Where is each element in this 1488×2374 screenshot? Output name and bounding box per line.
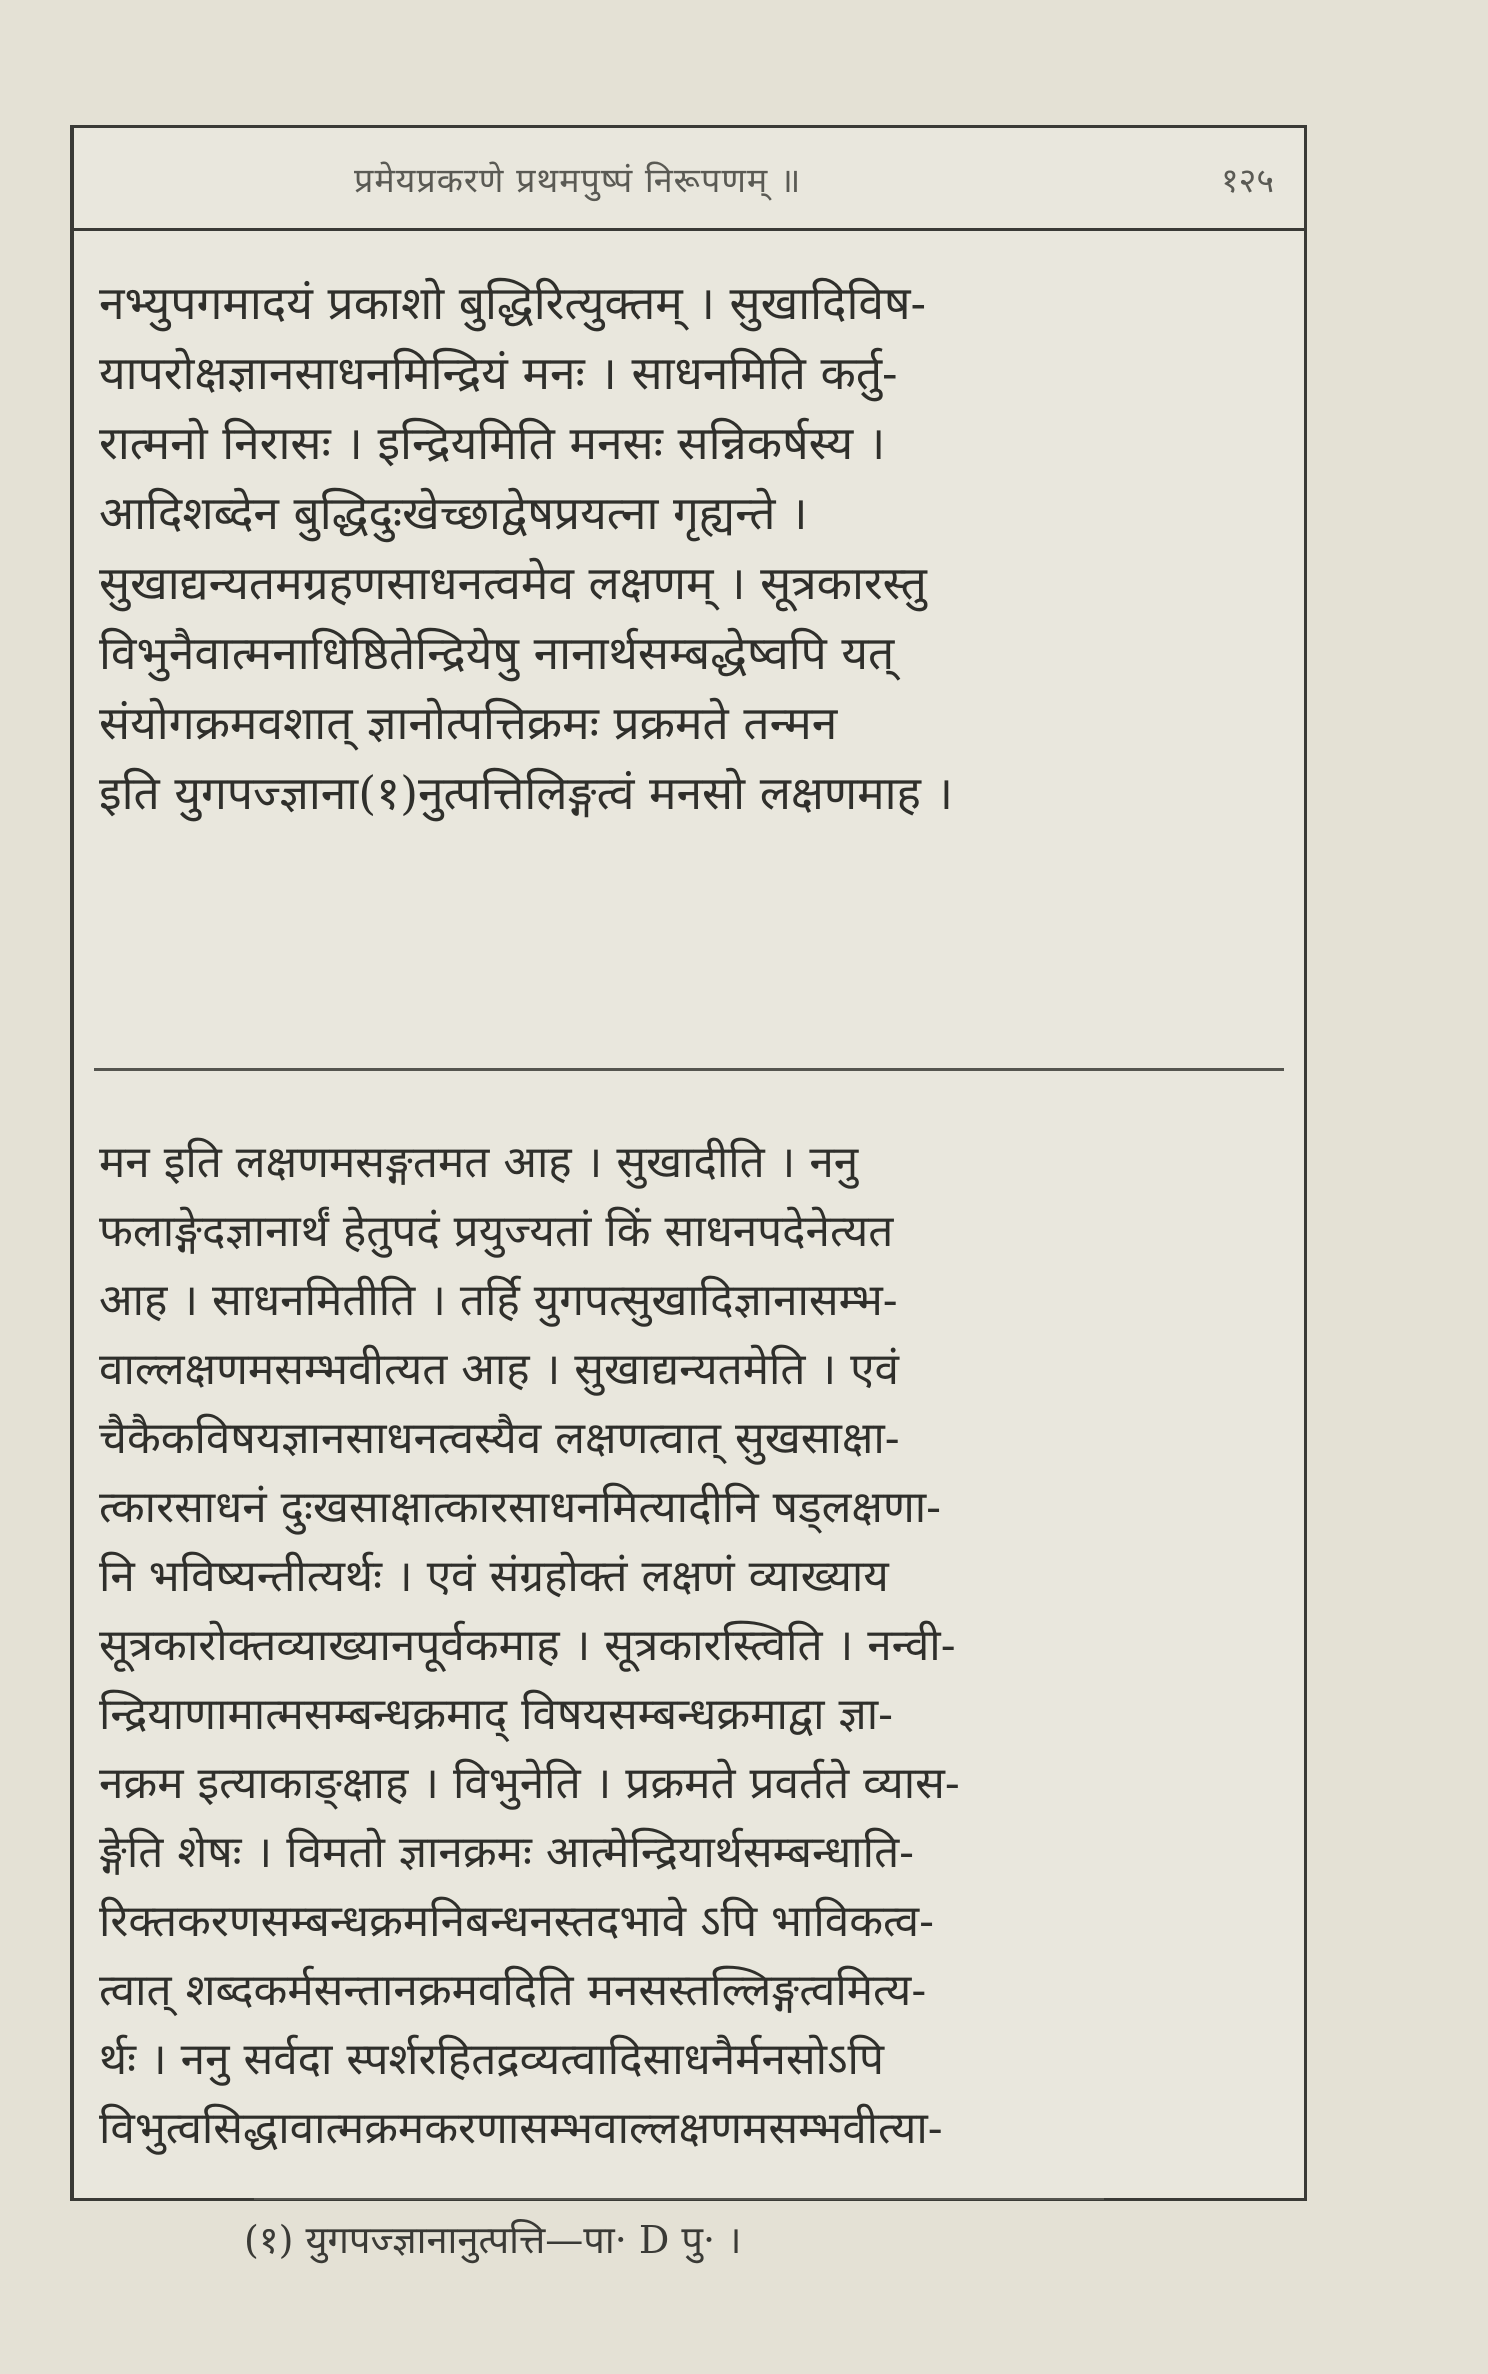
section-divider [94, 1068, 1284, 1071]
mula-line: रात्मनो निरासः । इन्द्रियमिति मनसः सन्निकर्षस्य । [99, 416, 886, 470]
commentary-line: त्वात् शब्दकर्मसन्तानक्रमवदिति मनसस्तल्लिङ्गत्वमित्य- [99, 1965, 927, 2016]
commentary-line: विभुत्वसिद्धावात्मक्रमकरणासम्भवाल्लक्षणमसम्भवीत्या- [99, 2103, 943, 2154]
running-title: प्रमेयप्रकरणे प्रथमपुष्पं निरूपणम् ॥ [354, 161, 802, 201]
commentary-line: रिक्तकरणसम्बन्धक्रमनिबन्धनस्तदभावे ऽपि भाविकत्व- [99, 1896, 935, 1947]
commentary-text [99, 1128, 1284, 2163]
commentary-line: र्थः । ननु सर्वदा स्पर्शरहितद्रव्यत्वादिसाधनैर्मनसोऽपि [99, 2034, 884, 2085]
commentary-line: चैकैकविषयज्ञानसाधनत्वस्यैव लक्षणत्वात् सुखसाक्षा- [99, 1413, 900, 1464]
commentary-line: त्कारसाधनं दुःखसाक्षात्कारसाधनमित्यादीनि षड्लक्षणा- [99, 1482, 942, 1533]
mula-line: आदिशब्देन बुद्धिदुःखेच्छाद्वेषप्रयत्ना गृह्यन्ते । [99, 486, 808, 540]
mula-text [99, 268, 1284, 828]
commentary-line: मन इति लक्षणमसङ्गतमत आह । सुखादीति । ननु [99, 1137, 859, 1188]
commentary-line: नि भविष्यन्तीत्यर्थः । एवं संग्रहोक्तं लक्षणं व्याख्याय [99, 1551, 889, 1602]
page-header [74, 128, 1304, 231]
footnote: (१) युगपज्ज्ञानानुत्पत्ति—पा· D पु· । [244, 2218, 742, 2262]
mula-line: सुखाद्यन्यतमग्रहणसाधनत्वमेव लक्षणम् । सूत्रकारस्तु [99, 556, 927, 610]
footnote-rule [254, 2198, 1104, 2200]
page-number: १२५ [1220, 161, 1274, 201]
commentary-line: वाल्लक्षणमसम्भवीत्यत आह । सुखाद्यन्यतमेति । एवं [99, 1344, 899, 1395]
commentary-line: सूत्रकारोक्तव्याख्यानपूर्वकमाह । सूत्रकारस्त्विति । नन्वी- [99, 1620, 956, 1671]
book-page [70, 125, 1307, 2262]
mula-line: विभुनैवात्मनाधिष्ठितेन्द्रियेषु नानार्थसम्बद्धेष्वपि यत् [99, 626, 895, 680]
mula-line: नभ्युपगमादयं प्रकाशो बुद्धिरित्युक्तम् । सुखादिविष- [99, 276, 927, 330]
commentary-line: फलाङ्गेदज्ञानार्थं हेतुपदं प्रयुज्यतां किं साधनपदेनेत्यत [99, 1206, 894, 1257]
mula-line: इति युगपज्ज्ञाना(१)नुत्पत्तिलिङ्गत्वं मनसो लक्षणमाह । [99, 766, 954, 820]
mula-line: यापरोक्षज्ञानसाधनमिन्द्रियं मनः । साधनमिति कर्तु- [99, 346, 898, 400]
commentary-line: ङ्गेति शेषः । विमतो ज्ञानक्रमः आत्मेन्द्रियार्थसम्बन्धाति- [99, 1827, 915, 1878]
mula-line: संयोगक्रमवशात् ज्ञानोत्पत्तिक्रमः प्रक्रमते तन्मन [99, 696, 838, 750]
commentary-line: आह । साधनमितीति । तर्हि युगपत्सुखादिज्ञानासम्भ- [99, 1275, 898, 1326]
commentary-line: नक्रम इत्याकाङ्क्षाह । विभुनेति । प्रक्रमते प्रवर्तते व्यास- [99, 1758, 960, 1809]
commentary-line: न्द्रियाणामात्मसम्बन्धक्रमाद् विषयसम्बन्धक्रमाद्वा ज्ञा- [99, 1689, 894, 1740]
